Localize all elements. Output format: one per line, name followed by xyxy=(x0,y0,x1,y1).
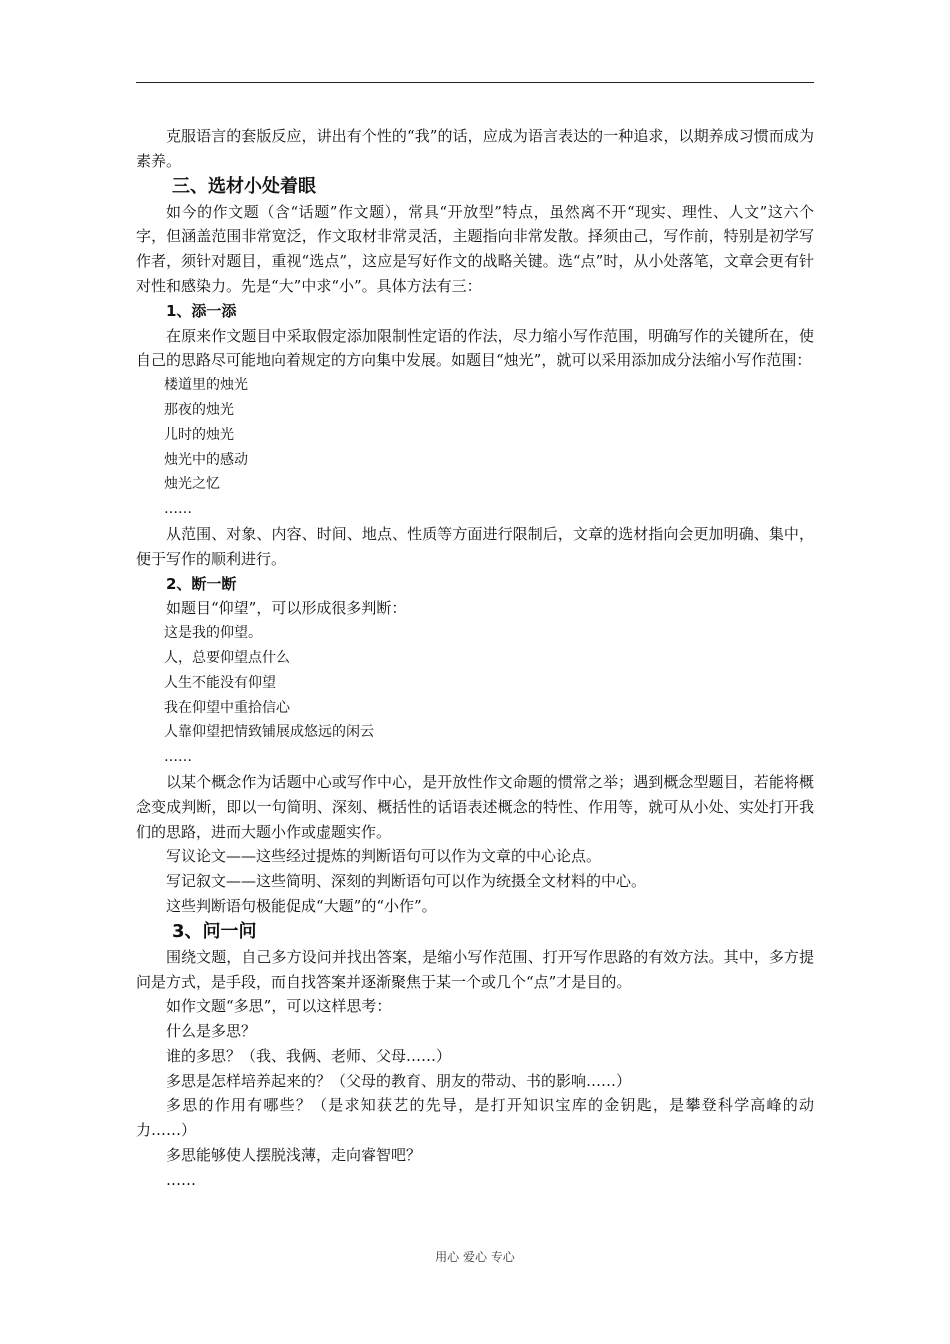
example-line: 楼道里的烛光 xyxy=(164,377,248,394)
paragraph: 多思的作用有哪些？（是求知获艺的先导，是打开知识宝库的金钥匙，是攀登科学高峰的动力……） xyxy=(136,1096,814,1140)
section-heading: 3、问一问 xyxy=(172,920,257,942)
example-line: 人，总要仰望点什么 xyxy=(164,649,290,666)
subsection-heading: 2、断一断 xyxy=(166,574,237,593)
paragraph: 在原来作文题目中采取假定添加限制性定语的作法，尽力缩小写作范围，明确写作的关键所在，使自己的思路尽可能地向着规定的方向集中发展。如题目“烛光”，就可以采用添加成分法缩小写作范围： xyxy=(136,326,814,370)
paragraph: 这些判断语句极能促成“大题”的“小作”。 xyxy=(166,896,437,915)
example-line: 人靠仰望把情致铺展成悠远的闲云 xyxy=(164,724,374,741)
paragraph: 如作文题“多思”，可以这样思考： xyxy=(166,997,392,1016)
paragraph: …… xyxy=(166,1170,196,1189)
example-line: 我在仰望中重拾信心 xyxy=(164,699,290,716)
paragraph: 从范围、对象、内容、时间、地点、性质等方面进行限制后，文章的选材指向会更加明确、集中，便于写作的顺利进行。 xyxy=(136,524,814,568)
paragraph: 写议论文——这些经过提炼的判断语句可以作为文章的中心论点。 xyxy=(166,847,602,866)
page-footer: 用心 爱心 专心 xyxy=(435,1250,515,1264)
example-line: 这是我的仰望。 xyxy=(164,625,262,642)
paragraph: 克服语言的套版反应，讲出有个性的“我”的话，应成为语言表达的一种追求，以期养成习惯而成为素养。 xyxy=(136,127,814,170)
paragraph: 以某个概念作为话题中心或写作中心，是开放性作文命题的惯常之举；遇到概念型题目，若能将概念变成判断，即以一句简明、深刻、概括性的话语表述概念的特性、作用等，就可从小处、实处打开我们的思路，进而大题小作或虚题实作。 xyxy=(136,772,814,841)
paragraph: 如今的作文题（含“话题”作文题），常具“开放型”特点，虽然离不开“现实、理性、人文”这六个字，但涵盖范围非常宽泛，作文取材非常灵活，主题指向非常发散。择须由己，写作前，特别是初学写作者，须针对题目，重视“选点”，这应是写好作文的战略关键。选“点”时，从小处落笔，文章会更有针对性和感染力。先是“大”中求“小”。具体方法有三： xyxy=(136,202,814,295)
example-line: …… xyxy=(164,749,192,766)
paragraph: 什么是多思？ xyxy=(166,1022,257,1041)
subsection-heading: 1、添一添 xyxy=(166,301,237,320)
document-body xyxy=(136,124,814,1193)
paragraph: 多思能够使人摆脱浅薄，走向睿智吧？ xyxy=(166,1146,422,1165)
example-line: 人生不能没有仰望 xyxy=(164,674,276,691)
example-line: 那夜的烛光 xyxy=(164,401,234,418)
header-rule xyxy=(136,82,814,83)
paragraph: 如题目“仰望”，可以形成很多判断： xyxy=(166,599,407,618)
paragraph: 多思是怎样培养起来的？（父母的教育、朋友的带动、书的影响……） xyxy=(166,1071,632,1090)
example-line: 儿时的烛光 xyxy=(164,426,234,443)
paragraph: 谁的多思？（我、我俩、老师、父母……） xyxy=(166,1046,452,1065)
example-line: 烛光之忆 xyxy=(164,476,220,493)
section-heading: 三、选材小处着眼 xyxy=(172,175,316,197)
example-line: …… xyxy=(164,501,192,518)
example-line: 烛光中的感动 xyxy=(164,451,248,468)
paragraph: 围绕文题，自己多方设问并找出答案，是缩小写作范围、打开写作思路的有效方法。其中，多方提问是方式，是手段，而自找答案并逐渐聚焦于某一个或几个“点”才是目的。 xyxy=(136,947,814,991)
paragraph: 写记叙文——这些简明、深刻的判断语句可以作为统摄全文材料的中心。 xyxy=(166,872,647,891)
